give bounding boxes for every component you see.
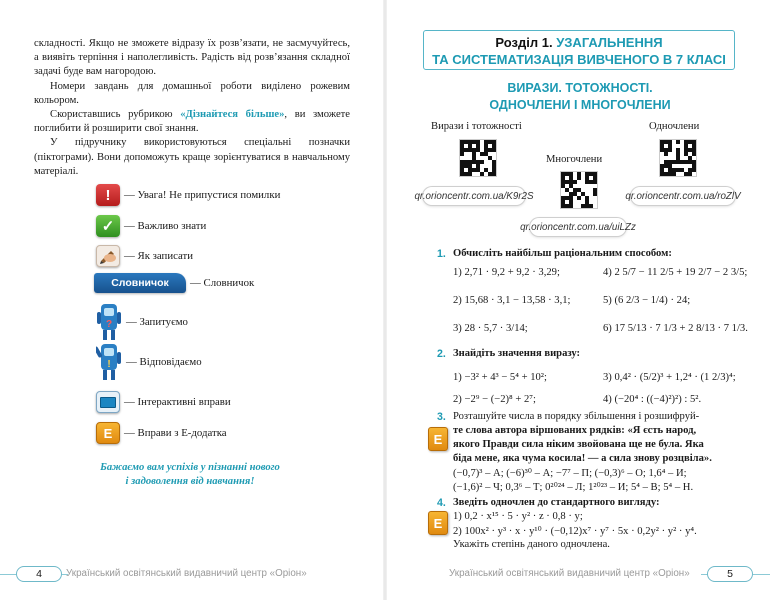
qr-code-icon[interactable] bbox=[659, 139, 697, 177]
asking-robot-icon bbox=[96, 300, 122, 344]
right-footer bbox=[385, 566, 770, 582]
qr-link-polynomials[interactable]: qr.orioncentr.com.ua/uiLZz bbox=[530, 218, 626, 236]
check-icon: ✓ bbox=[96, 215, 120, 237]
qr-link-monomials[interactable]: qr.orioncentr.com.ua/roZlV bbox=[631, 187, 735, 205]
left-footer bbox=[0, 566, 385, 582]
task-item: 1) 2,71 · 9,2 + 9,2 · 3,29; bbox=[453, 267, 560, 278]
publisher-name: Український освітянський видавничий центр «Оріон» bbox=[449, 568, 690, 579]
e-letter-icon[interactable]: E bbox=[428, 511, 448, 535]
task-text: (−0,7)³ – А; (−6)³⁰ – А; −7⁷ – П; (−0,3)⁶ – О; 1,6⁴ – И; bbox=[453, 468, 687, 479]
task-number: 3. bbox=[437, 411, 446, 423]
task-item: 6) 17 5/13 · 7 1/3 + 2 8/13 · 7 1/3. bbox=[603, 323, 748, 334]
task-text: біда мене, яка чума косила! — а сила знову розцвіла». bbox=[453, 453, 712, 464]
task-number: 2. bbox=[437, 348, 446, 360]
legend-row-answering: ! — Відповідаємо bbox=[96, 340, 202, 384]
task-text: Укажіть степінь даного одночлена. bbox=[453, 539, 610, 550]
section-title-line2: ТА СИСТЕМАТИЗАЦІЯ ВИВЧЕНОГО В 7 КЛАСІ bbox=[432, 52, 726, 67]
legend-row-asking: ? — Запитуємо bbox=[96, 300, 188, 344]
task-text: (−1,6)² – Ч; 0,3⁶ – Т; 0²⁰²⁴ – Л; 1²⁰²³ – И; 5⁴ – В; 5⁴ – Н. bbox=[453, 482, 694, 493]
more-info-rubric-link: «Дізнайтеся більше» bbox=[180, 109, 285, 121]
svg-text:?: ? bbox=[105, 319, 113, 330]
paragraph-3: Скориставшись рубрикою «Дізнайтеся більше», ви зможете поглибити й розширити свої знання. bbox=[34, 109, 350, 135]
task-text: Розташуйте числа в порядку збільшення і розшифруй- bbox=[453, 411, 700, 422]
legend-row-e-app: E — Вправи з Е-додатка bbox=[96, 422, 227, 444]
publisher-name: Український освітянський видавничий центр «Оріон» bbox=[66, 568, 307, 579]
e-letter-icon: E bbox=[96, 422, 120, 444]
qr-link-expressions[interactable]: qr.orioncentr.com.ua/K9r2S bbox=[423, 187, 525, 205]
closing-wish: Бажаємо вам успіхів у пізнанні нового і задоволення від навчання! bbox=[100, 462, 280, 487]
task-item: 2) −2⁹ − (−2)⁸ + 2⁷; bbox=[453, 394, 536, 405]
warning-icon: ! bbox=[96, 184, 120, 206]
task-item: 1) 0,2 · x¹⁵ · 5 · y² · z · 0,8 · y; bbox=[453, 511, 583, 522]
task-text: якого Правди сила ніким звойована ще не була. Яка bbox=[453, 439, 704, 450]
page-number: 5 bbox=[707, 566, 753, 582]
legend-row-how-to-write: — Як записати bbox=[96, 245, 193, 267]
task-item: 4) 2 5/7 − 11 2/5 + 19 2/7 − 2 3/5; bbox=[603, 267, 748, 278]
svg-text:!: ! bbox=[107, 359, 111, 370]
task-item: 4) (−20⁴ : ((−4)²)²) : 5². bbox=[603, 394, 702, 405]
paragraph-2: Номери завдань для домашньої роботи виділено рожевим кольором. bbox=[34, 80, 350, 106]
task-item: 3) 28 · 5,7 · 3/14; bbox=[453, 323, 528, 334]
dictionary-icon: Словничок bbox=[94, 273, 186, 293]
section-header bbox=[423, 30, 735, 70]
paragraph-1: складності. Якщо не зможете відразу їх розв’язати, не засмучуйтесь, а виявіть терпіння і наполегливість. Радість від розв’язання складної задачі буде вам нагородою. bbox=[34, 38, 350, 78]
task-title: Зведіть одночлен до стандартного вигляду: bbox=[453, 497, 660, 508]
e-letter-icon[interactable]: E bbox=[428, 427, 448, 451]
section-prefix: Розділ 1. bbox=[495, 35, 553, 50]
section-title: УЗАГАЛЬНЕННЯ bbox=[556, 35, 663, 50]
hand-write-icon bbox=[96, 245, 120, 267]
qr-codes-panel bbox=[414, 119, 741, 239]
legend-row-interactive: — Інтерактивні вправи bbox=[96, 391, 231, 413]
right-page bbox=[385, 0, 770, 600]
paragraph-4: У підручнику використовуються спеціальні позначки (піктограми). Вони допоможуть краще зорієнтуватися в навчальному матеріалі. bbox=[34, 137, 350, 177]
computer-screen-icon bbox=[96, 391, 120, 413]
qr-code-icon[interactable] bbox=[560, 171, 598, 209]
task-item: 2) 15,68 · 3,1 − 13,58 · 3,1; bbox=[453, 295, 571, 306]
task-title: Знайдіть значення виразу: bbox=[453, 348, 581, 359]
topic-title: ВИРАЗИ. ТОТОЖНОСТІ. ОДНОЧЛЕНИ І МНОГОЧЛЕНИ bbox=[489, 81, 671, 112]
task-item: 3) 0,4² · (5/2)³ + 1,2⁴ · (1 2/3)⁴; bbox=[603, 372, 736, 383]
task-item: 2) 100x² · y³ · x · y¹⁰ · (−0,12)x⁷ · y⁷ · 5x · 0,2y² · y² · y⁴. bbox=[453, 526, 697, 537]
qr-label-expressions: Вирази і тотожності bbox=[431, 121, 522, 132]
task-item: 5) (6 2/3 − 1/4) · 24; bbox=[603, 295, 691, 306]
qr-code-icon[interactable] bbox=[459, 139, 497, 177]
legend-row-important: ✓ — Важливо знати bbox=[96, 215, 206, 237]
task-text: те слова автора віршованих рядків: «Я єсть народ, bbox=[453, 425, 697, 436]
task-item: 1) −3² + 4³ − 5⁴ + 10²; bbox=[453, 372, 547, 383]
intro-text bbox=[34, 37, 350, 179]
qr-label-polynomials: Многочлени bbox=[546, 154, 603, 165]
answering-robot-icon bbox=[96, 340, 122, 384]
qr-label-monomials: Одночлени bbox=[649, 121, 700, 132]
task-title: Обчисліть найбільш раціональним способом: bbox=[453, 248, 672, 259]
task-number: 4. bbox=[437, 497, 446, 509]
legend-row-warning: ! — Увага! Не припустися помилки bbox=[96, 184, 280, 206]
task-number: 1. bbox=[437, 248, 446, 260]
page-number: 4 bbox=[16, 566, 62, 582]
legend-row-dictionary: Словничок — Словничок bbox=[94, 273, 254, 293]
